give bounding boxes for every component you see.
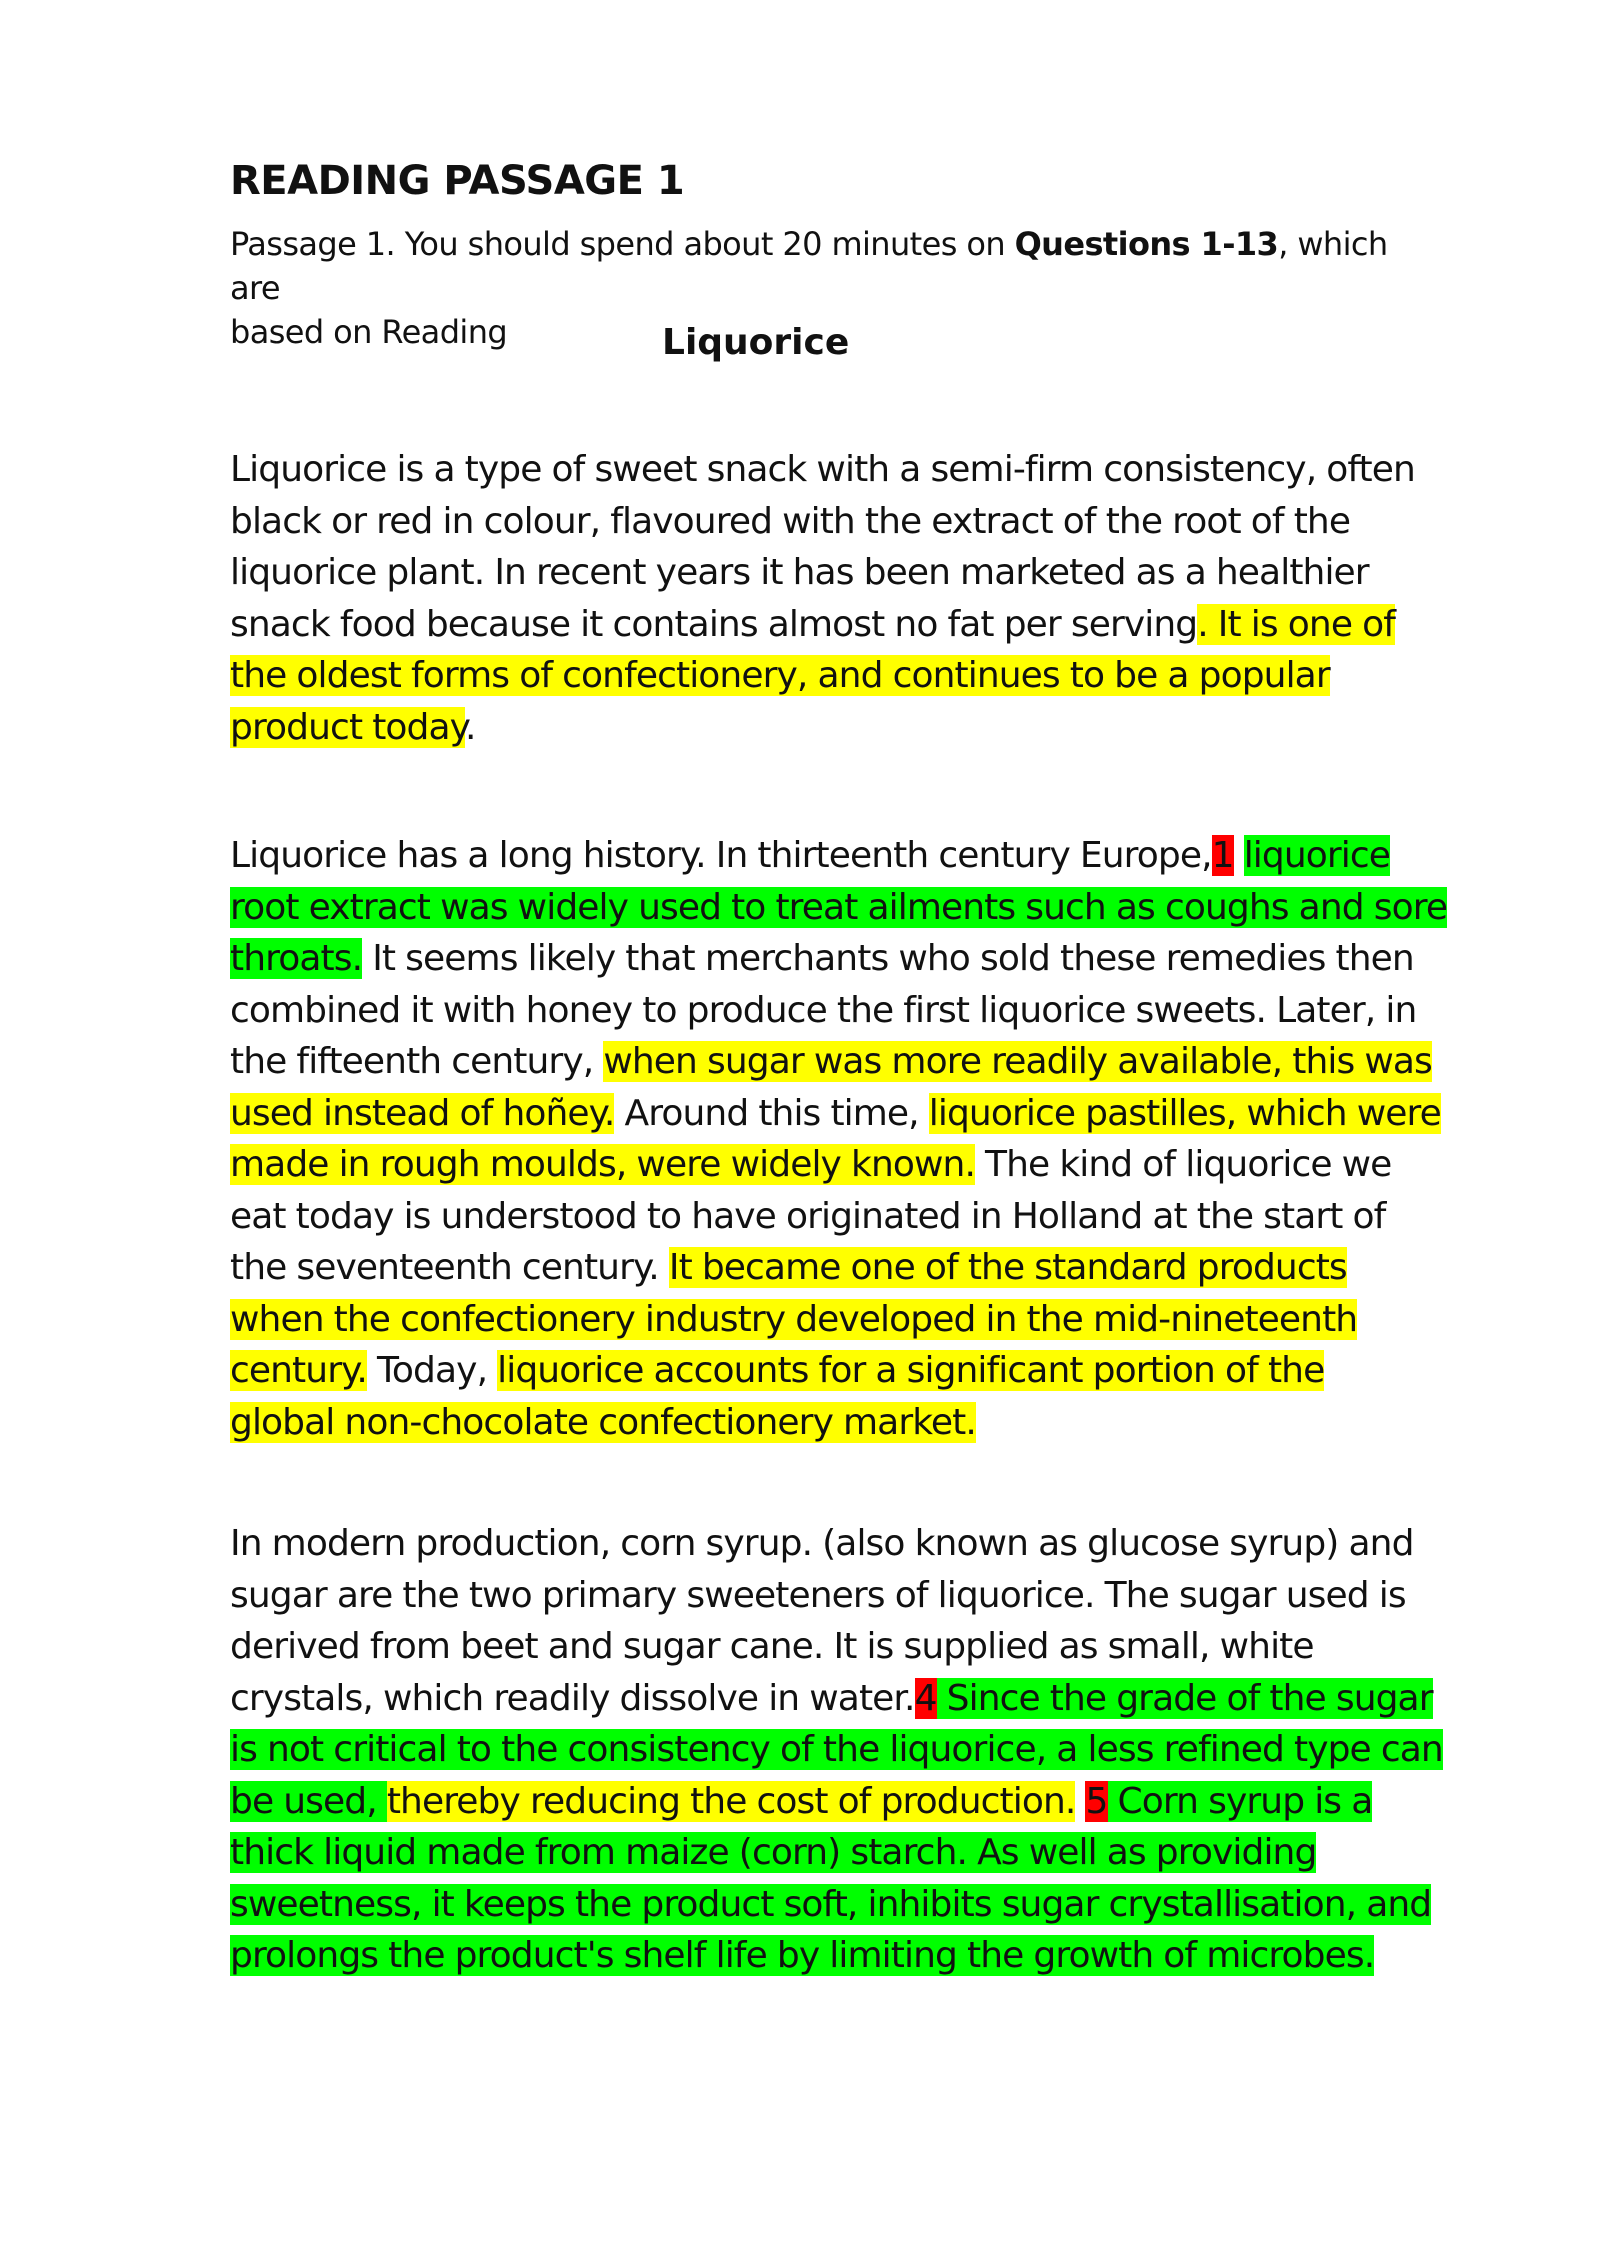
yellow-highlight-text: century. (230, 1350, 367, 1391)
instructions-text-start: Passage 1. You should spend about 20 minutes on (230, 225, 1015, 263)
paragraph-line (230, 1397, 1530, 1449)
question-number-marker: 4 (914, 1677, 937, 1719)
green-highlight-text: root extract was widely used to treat ailments such as coughs and sore (230, 886, 1448, 928)
yellow-highlight-text: global non-chocolate confectionery market. (230, 1401, 976, 1443)
passage-text: sugar are the two primary sweeteners of liquorice. The sugar used is (230, 1574, 1406, 1616)
paragraph-line (230, 985, 1530, 1037)
paragraph-line (230, 496, 1530, 548)
passage-text: black or red in colour, flavoured with the extract of the root of the (230, 500, 1351, 542)
passage-text: In modern production, corn syrup. (also known as glucose syrup) and (230, 1523, 1414, 1564)
passage-text: derived from beet and sugar cane. It is supplied as small, white (230, 1626, 1314, 1667)
passage-text: snack food because it contains almost no fat per serving (230, 603, 1198, 645)
paragraph-line (230, 444, 1530, 496)
passage-text: crystals, which readily dissolve in water. (230, 1677, 915, 1719)
paragraph-line (230, 830, 1530, 882)
passage-text: The kind of liquorice we (975, 1144, 1392, 1185)
green-highlight-text: is not critical to the consistency of the liquorice, a less refined type can (230, 1729, 1443, 1770)
paragraph-line (230, 1294, 1530, 1346)
passage-text: liquorice plant. In recent years it has been marketed as a healthier (230, 552, 1369, 593)
passage-text: It seems likely that merchants who sold these remedies then (362, 938, 1414, 979)
paragraph-line (230, 1036, 1530, 1088)
green-highlight-text: Since the grade of the sugar (936, 1677, 1433, 1719)
instructions-text-end: , which are (230, 225, 1388, 307)
paragraph-line (230, 1139, 1530, 1191)
green-highlight-text: be used, (230, 1780, 387, 1822)
green-highlight-text: prolongs the product's shelf life by limiting the growth of microbes. (230, 1935, 1375, 1976)
green-highlight-text: liquorice (1243, 835, 1391, 876)
passage-text: eat today is understood to have originated in Holland at the start of (230, 1195, 1386, 1237)
passage-text: the fifteenth century, (230, 1041, 604, 1082)
passage-text (1234, 835, 1244, 876)
green-highlight-text: sweetness, it keeps the product soft, inhibits sugar crystallisation, and (230, 1883, 1432, 1925)
paragraph-line (230, 1242, 1530, 1294)
paragraph-line (230, 1088, 1530, 1140)
paragraph-line (230, 1621, 1530, 1673)
paragraph-line (230, 882, 1530, 934)
yellow-highlight-text: thereby reducing the cost of production. (386, 1780, 1076, 1822)
paragraph-line (230, 1518, 1530, 1570)
passage-text: combined it with honey to produce the first liquorice sweets. Later, in (230, 989, 1417, 1031)
paragraph-1 (230, 444, 1530, 753)
paragraph-2 (230, 830, 1530, 1448)
passage-heading: READING PASSAGE 1 (230, 158, 685, 204)
green-highlight-text: throats. (230, 938, 363, 979)
yellow-highlight-text: made in rough moulds, were widely known. (230, 1144, 975, 1185)
paragraph-line (230, 547, 1530, 599)
passage-text: . (464, 706, 476, 748)
passage-title: Liquorice (662, 322, 850, 363)
paragraph-line (230, 650, 1530, 702)
question-number-marker: 1 (1211, 835, 1234, 876)
paragraph-line (230, 1827, 1530, 1879)
yellow-highlight-text: . It is one of (1197, 603, 1396, 645)
passage-text: Today, (366, 1350, 498, 1391)
green-highlight-text: Corn syrup is a (1107, 1780, 1373, 1822)
yellow-highlight-text: It became one of the standard products (668, 1247, 1347, 1288)
paragraph-line (230, 702, 1530, 754)
paragraph-line (230, 933, 1530, 985)
yellow-highlight-text: product today (230, 706, 465, 748)
yellow-highlight-text: liquorice accounts for a significant portion of the (497, 1350, 1325, 1391)
passage-text: the seventeenth century. (230, 1247, 669, 1288)
passage-text: Around this time, (614, 1092, 929, 1134)
passage-text (1075, 1781, 1085, 1822)
paragraph-line (230, 1345, 1530, 1397)
yellow-highlight-text: used instead of hoñey. (230, 1092, 615, 1134)
passage-text: Liquorice is a type of sweet snack with a semi-firm consistency, often (230, 449, 1415, 490)
question-number-marker: 5 (1085, 1780, 1108, 1822)
paragraph-3 (230, 1518, 1530, 1982)
paragraph-line (230, 1673, 1530, 1725)
instructions-questions-range: Questions 1-13 (1014, 225, 1279, 263)
paragraph-line (230, 1879, 1530, 1931)
yellow-highlight-text: when the confectionery industry developed in the mid-nineteenth (230, 1298, 1358, 1340)
paragraph-line (230, 1724, 1530, 1776)
paragraph-line (230, 599, 1530, 651)
paragraph-line (230, 1191, 1530, 1243)
paragraph-line (230, 1776, 1530, 1828)
paragraph-line (230, 1570, 1530, 1622)
passage-text: Liquorice has a long history. In thirteenth century Europe, (230, 835, 1212, 876)
green-highlight-text: thick liquid made from maize (corn) starch. As well as providing (230, 1832, 1317, 1873)
paragraph-line (230, 1930, 1530, 1982)
yellow-highlight-text: the oldest forms of confectionery, and continues to be a popular (230, 655, 1330, 696)
instructions-text-line2: based on Reading (230, 313, 508, 351)
yellow-highlight-text: liquorice pastilles, which were (928, 1092, 1441, 1134)
yellow-highlight-text: when sugar was more readily available, this was (603, 1041, 1432, 1082)
